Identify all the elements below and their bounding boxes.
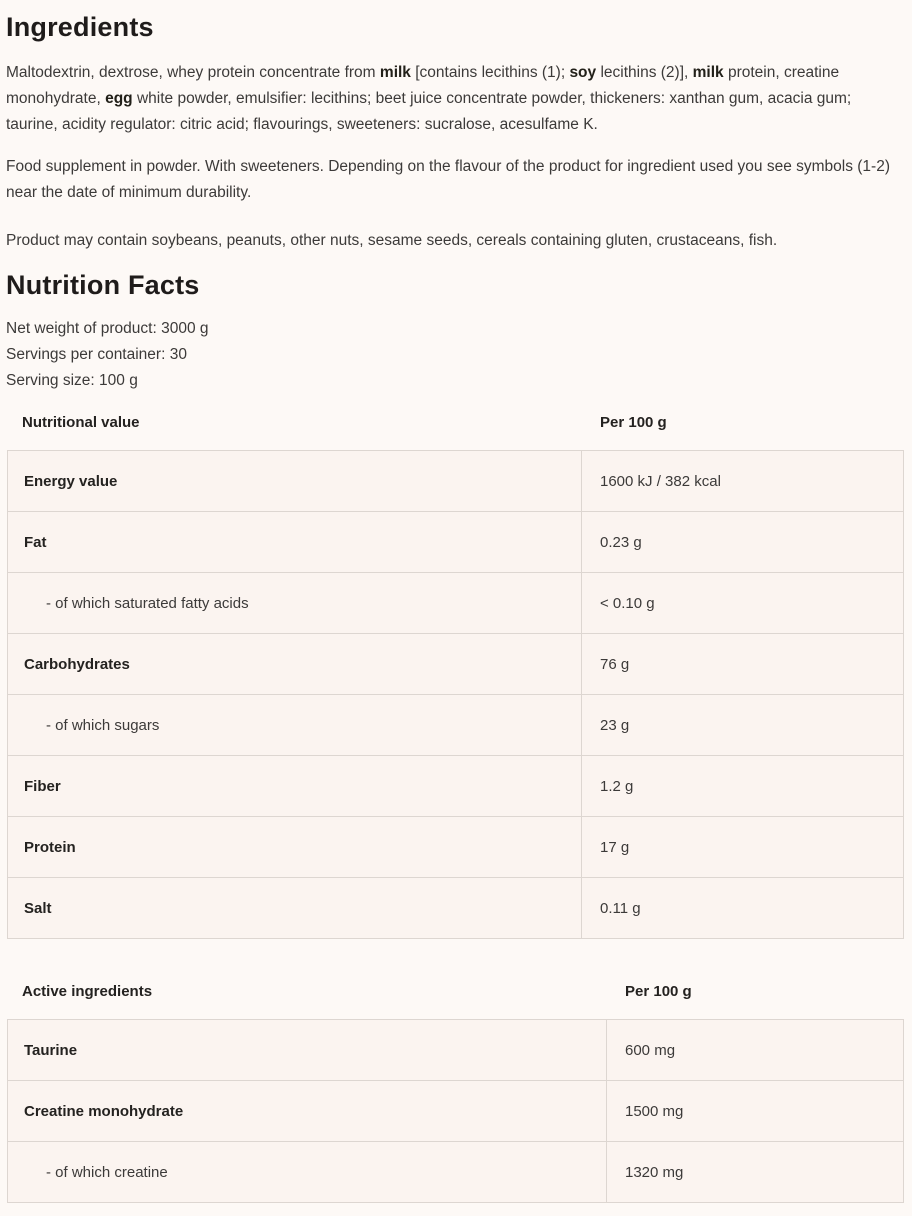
net-weight-line: Net weight of product: 3000 g [6, 320, 209, 337]
table-row [8, 634, 904, 695]
allergen-emphasis: milk [692, 64, 724, 81]
table-row [8, 1020, 904, 1081]
column-header-active-ingredients: Active ingredients [22, 983, 153, 1000]
nutrient-value-cell: 17 g [582, 817, 904, 878]
text-segment: [contains lecithins (1); [410, 64, 570, 81]
nutrient-value-cell: 76 g [582, 634, 904, 695]
serving-info [6, 316, 905, 394]
nutritional-values-header-row [6, 406, 905, 450]
serving-size-line: Serving size: 100 g [6, 372, 138, 389]
column-header-nutritional-value: Nutritional value [22, 414, 140, 431]
nutrition-facts-title: Nutrition Facts [6, 270, 200, 300]
allergen-emphasis: soy [569, 64, 597, 81]
table-row [8, 756, 904, 817]
text-segment: protein, creatine monohydrate, [6, 64, 840, 107]
nutrient-label-cell: Carbohydrates [8, 634, 582, 695]
nutrient-value-cell: 1320 mg [607, 1142, 904, 1203]
nutrient-value-cell: 0.23 g [582, 512, 904, 573]
text-segment: lecithins (2)], [596, 64, 693, 81]
table-row [8, 512, 904, 573]
nutritional-values-table [6, 406, 905, 939]
table-row [8, 573, 904, 634]
table-row [8, 817, 904, 878]
nutrient-value-cell: 0.11 g [582, 878, 904, 939]
table-row [8, 451, 904, 512]
nutritional-values-grid [7, 450, 904, 939]
text-segment: Maltodextrin, dextrose, whey protein concentrate from [6, 64, 380, 81]
nutrient-label-cell: - of which sugars [8, 695, 582, 756]
nutrient-label-cell: Protein [8, 817, 582, 878]
nutrient-label-cell: - of which saturated fatty acids [8, 573, 582, 634]
nutrient-value-cell: 1600 kJ / 382 kcal [582, 451, 904, 512]
ingredients-composition-text [6, 60, 905, 138]
servings-per-container-line: Servings per container: 30 [6, 346, 187, 363]
nutrient-label-cell: Fat [8, 512, 582, 573]
allergen-note-text: Product may contain soybeans, peanuts, other nuts, sesame seeds, cereals containing gluten, crustaceans, fish. [6, 232, 778, 249]
active-ingredients-grid [7, 1019, 904, 1203]
allergen-emphasis: milk [379, 64, 411, 81]
nutrient-label-cell: - of which creatine [8, 1142, 607, 1203]
allergen-emphasis: egg [105, 90, 133, 107]
column-header-per-100g: Per 100 g [625, 983, 692, 1000]
supplement-note-text: Food supplement in powder. With sweeteners. Depending on the flavour of the product for ingredient used you see symbols (1-2) near the date of minimum durability. [6, 158, 890, 201]
table-row [8, 1081, 904, 1142]
active-ingredients-header-row [6, 975, 905, 1019]
nutrient-value-cell: < 0.10 g [582, 573, 904, 634]
nutrient-label-cell: Salt [8, 878, 582, 939]
nutrient-label-cell: Taurine [8, 1020, 607, 1081]
table-row [8, 695, 904, 756]
nutrient-label-cell: Fiber [8, 756, 582, 817]
ingredients-title: Ingredients [6, 12, 154, 42]
nutrient-label-cell: Creatine monohydrate [8, 1081, 607, 1142]
active-ingredients-table [6, 975, 905, 1203]
nutrient-value-cell: 600 mg [607, 1020, 904, 1081]
nutrient-value-cell: 1.2 g [582, 756, 904, 817]
nutrient-value-cell: 23 g [582, 695, 904, 756]
table-row [8, 878, 904, 939]
column-header-per-100g: Per 100 g [600, 414, 667, 431]
table-row [8, 1142, 904, 1203]
nutrient-label-cell: Energy value [8, 451, 582, 512]
text-segment: white powder, emulsifier: lecithins; beet juice concentrate powder, thickeners: xanthan gum, acacia gum; taurine, acidity regulator: citric acid; flavourings, sweeteners: sucralose, acesulfame K. [6, 90, 852, 133]
nutrient-value-cell: 1500 mg [607, 1081, 904, 1142]
